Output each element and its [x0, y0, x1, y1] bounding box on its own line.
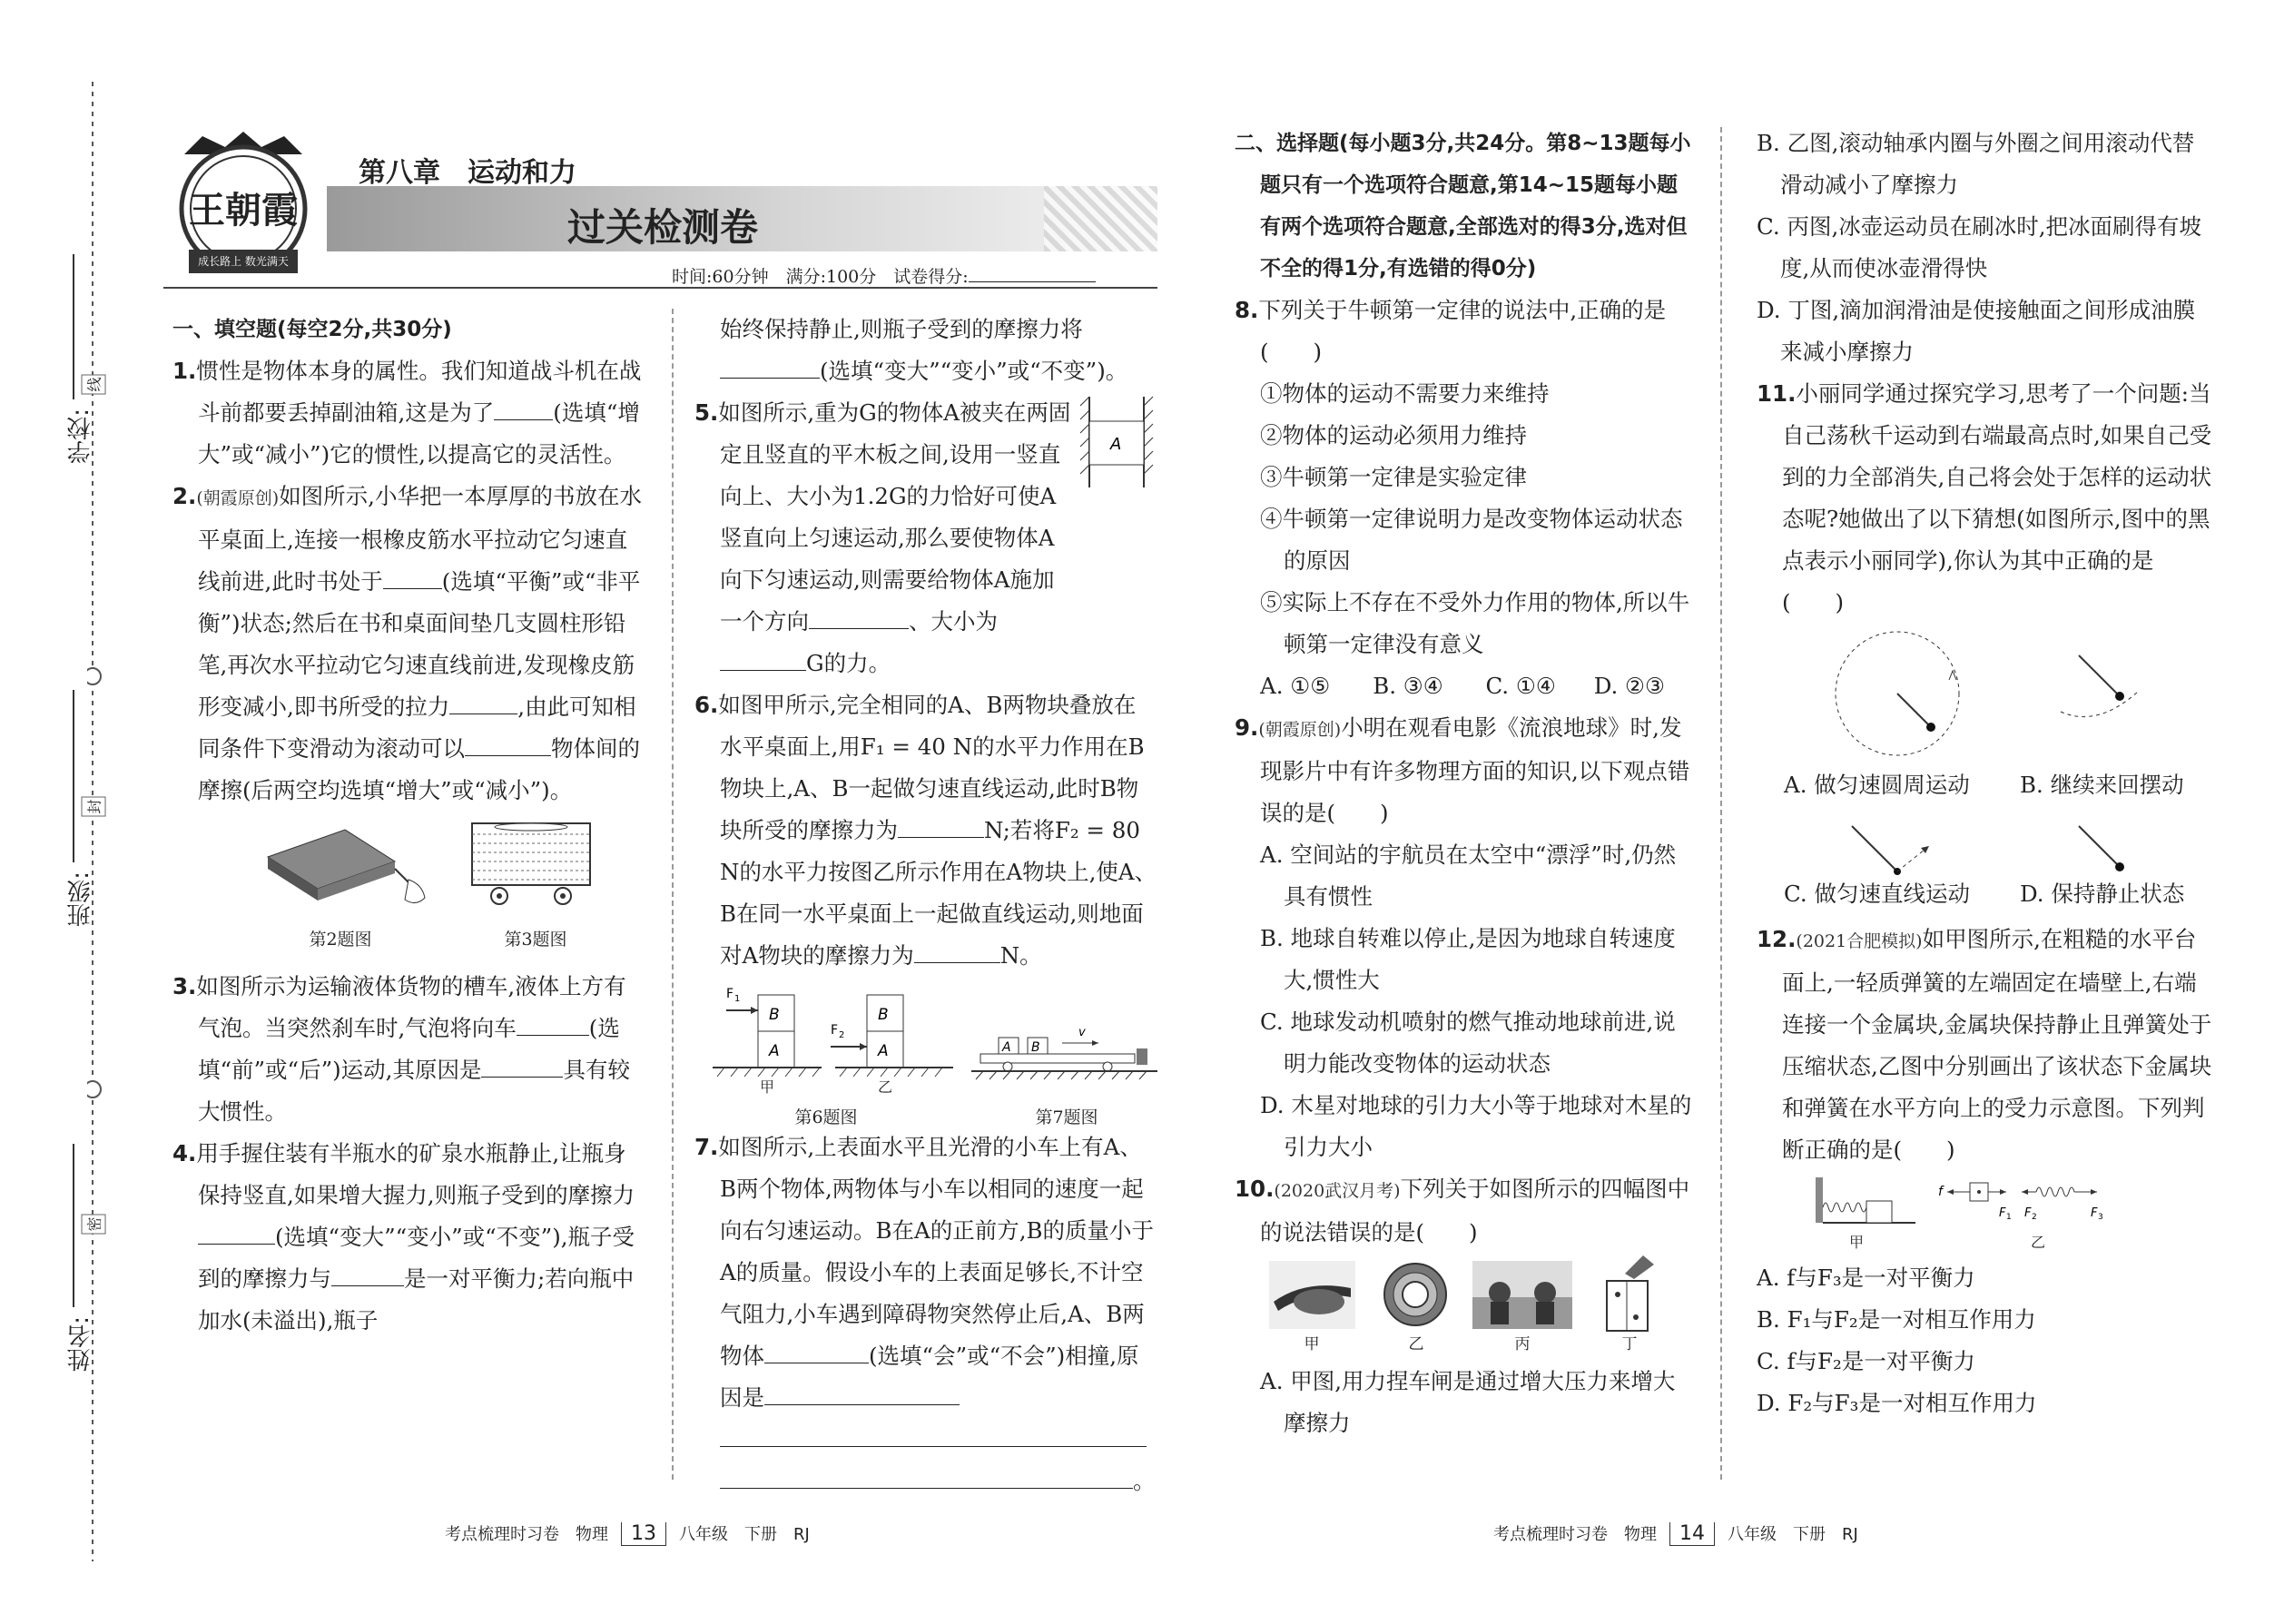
q3-text-a: 如图所示为运输液体货物的槽车,液体上方有气泡。当突然刹车时,气泡将向车: [196, 973, 626, 1041]
q4-blank-2[interactable]: [331, 1285, 404, 1286]
q3-text-c: 具有较大惯性。: [198, 1057, 630, 1125]
svg-text:1: 1: [2006, 1213, 2012, 1222]
q12-number: 12.: [1757, 926, 1797, 952]
q6-text-a: 如图甲所示,完全相同的A、B两物块叠放在水平桌面上,用F₁ = 40 N的水平力作用在B物块上,A、B一起做匀速直线运动,此时B物块所受的摩擦力为: [718, 692, 1145, 843]
section1-title: 一、填空题(每空2分,共30分): [172, 318, 452, 341]
q6-text-c: N。: [999, 942, 1042, 969]
q7-answer-line-1[interactable]: [720, 1446, 1147, 1447]
q5-blank-1[interactable]: [809, 628, 909, 629]
q8-item-4: ④牛顿第一定律说明力是改变物体运动状态的原因: [1260, 506, 1683, 574]
q7-answer-lines: [694, 1419, 1157, 1461]
q7-answer-line-2-wrap: 。: [694, 1461, 1157, 1502]
q4-cont-text-a: 始终保持静止,则瓶子受到的摩擦力将: [720, 316, 1083, 342]
q3-blank-1[interactable]: [517, 1035, 589, 1036]
q8-item-2: ②物体的运动必须用力维持: [1260, 422, 1527, 448]
q10-figures: [1235, 1254, 1693, 1361]
question-3: [172, 966, 645, 1133]
q10-fig-oil-image: [1598, 1254, 1661, 1335]
q9-option-b[interactable]: B. 地球自转难以停止,是因为地球自转速度大,惯性大: [1260, 925, 1676, 993]
q4-blank-3[interactable]: [720, 378, 820, 379]
q6-number: 6.: [694, 692, 719, 718]
q9-option-d[interactable]: D. 木星对地球的引力大小等于地球对木星的引力大小: [1260, 1092, 1692, 1160]
fig-6-7: [694, 977, 1157, 1127]
q12-option-b[interactable]: B. F₁与F₂是一对相互作用力: [1757, 1306, 2036, 1333]
q7-text-b: (选填“会”或“不会”)相撞,原因是: [720, 1343, 1139, 1411]
q10-tag: (2020武汉月考): [1274, 1181, 1401, 1201]
exam-meta: [672, 263, 1096, 288]
question-4-cont: [694, 309, 1157, 392]
fig6-image: [713, 981, 958, 1086]
q2-number: 2.: [172, 483, 197, 509]
q12-fig-jia-image: [1816, 1176, 1915, 1230]
page-number-13: 13: [621, 1522, 666, 1546]
q11-fig-a-image: [1829, 625, 1965, 762]
q8-number: 8.: [1235, 297, 1259, 323]
q9-tag: (朝霞原创): [1258, 720, 1342, 740]
q12-label-yi: 乙: [2030, 1234, 2045, 1251]
q3-number: 3.: [172, 973, 197, 999]
q11-option-d[interactable]: D. 保持静止状态: [2020, 881, 2185, 907]
q7-number: 7.: [694, 1134, 719, 1160]
footer-right-series: 考点梳理时习卷 物理: [1493, 1525, 1657, 1544]
fig7-image: [971, 1027, 1157, 1086]
q4-text-b: (选填“变大”“变小”或“不变”),瓶子受到的摩擦力与: [198, 1224, 635, 1292]
fig7-caption: 第7题图: [1035, 1107, 1098, 1127]
column-divider-left: [672, 309, 674, 1480]
q5-text-a: 如图所示,重为G的物体A被夹在两固定且竖直的平木板之间,设用一竖直向上、大小为1.2G的力恰好可使A竖直向上匀速运动,那么要使物体A向下匀速运动,则需要给物体A施加一个方向: [718, 399, 1071, 635]
exam-meta-text: 时间:60分钟 满分:100分 试卷得分:: [672, 267, 969, 287]
q4-blank-1[interactable]: [198, 1244, 275, 1245]
q8-stem: 下列关于牛顿第一定律的说法中,正确的是( ): [1258, 297, 1667, 365]
q7-text-a: 如图所示,上表面水平且光滑的小车上有A、B两个物体,两物体与小车以相同的速度一起向右匀速运动。B在A的正前方,B的质量小于A的质量。假设小车的上表面足够长,不计空气阻力,小车遇到障碍物突然停止后,A、B两物体: [718, 1134, 1154, 1369]
q12-fig-yi-image: [1938, 1176, 2156, 1230]
svg-text:1: 1: [734, 994, 741, 1004]
q12-tag: (2021合肥模拟): [1796, 931, 1923, 951]
q12-stem: 如甲图所示,在粗糙的水平台面上,一轻质弹簧的左端固定在墙壁上,右端连接一个金属块,金属块保持静止且弹簧处于压缩状态,乙图中分别画出了该状态下金属块和弹簧在水平方向上的受力示意图。下列判断正确的是( ): [1782, 926, 2212, 1163]
q2-text-a: 如图所示,小华把一本厚厚的书放在水平桌面上,连接一根橡皮筋水平拉动它匀速直线前进,此时书处于: [198, 483, 642, 595]
q6-blank-1[interactable]: [898, 837, 984, 838]
school-line: [73, 254, 74, 399]
binding-mark-xian: 线: [82, 374, 106, 394]
name-line: [73, 1144, 74, 1307]
q7-answer-line-2[interactable]: [720, 1488, 1133, 1489]
page13-column2: [694, 309, 1157, 1502]
q5-text-b: 、大小为: [909, 608, 998, 635]
question-10: [1235, 1168, 1693, 1254]
logo: [162, 127, 325, 286]
footer-left: [445, 1521, 810, 1546]
q11-number: 11.: [1757, 380, 1797, 407]
q10-label-bing: 丙: [1514, 1335, 1531, 1353]
score-field[interactable]: [969, 281, 1096, 282]
page14-column1: [1235, 123, 1693, 1444]
q8-option-b[interactable]: B. ③④: [1373, 673, 1443, 699]
q1-text-b: (选填“增大”或“减小”)它的惯性,以提高它的灵活性。: [198, 399, 640, 468]
q11-stem: 小丽同学通过探究学习,思考了一个问题:当自己荡秋千运动到右端最高点时,如果自己受到的力全部消失,自己将会处于怎样的运动状态呢?她做出了以下猜想(如图所示,图中的黑点表示小丽同学),你认为其中正确的是( ): [1782, 380, 2212, 615]
q5-number: 5.: [694, 399, 719, 426]
name-label: 姓名:: [67, 1316, 94, 1372]
question-9: [1235, 707, 1693, 834]
svg-text:3: 3: [2098, 1213, 2103, 1222]
header-bar-pattern: [1044, 186, 1157, 251]
page14-column2: [1757, 123, 2215, 1424]
section2-title: 二、选择题(每小题3分,共24分。第8~13题每小题只有一个选项符合题意,第14~15题每小题有两个选项符合题意,全部选对的得3分,选对但不全的得1分,有选错的得0分): [1235, 132, 1691, 281]
q10-stem: 下列关于如图所示的四幅图中的说法错误的是( ): [1260, 1176, 1690, 1245]
svg-text:A: A: [769, 1042, 780, 1060]
q9-option-a[interactable]: A. 空间站的宇航员在太空中“漂浮”时,仍然具有惯性: [1260, 842, 1677, 910]
svg-text:v: v: [1078, 1027, 1086, 1039]
q8-option-d[interactable]: D. ②③: [1593, 673, 1665, 699]
q2-tag: (朝霞原创): [196, 488, 280, 508]
q10-label-yi: 乙: [1408, 1335, 1424, 1353]
q10-label-jia: 甲: [1304, 1335, 1320, 1353]
q4-number: 4.: [172, 1140, 197, 1166]
q11-option-a[interactable]: A. 做匀速圆周运动: [1784, 772, 1970, 798]
question-12: [1731, 919, 2215, 1171]
q1-text-a: 惯性是物体本身的属性。我们知道战斗机在战斗前都要丢掉副油箱,这是为了: [196, 358, 642, 426]
svg-text:2: 2: [839, 1030, 845, 1040]
footer-right-grade: 八年级 下册 RJ: [1728, 1525, 1858, 1544]
page-number-14: 14: [1669, 1522, 1715, 1546]
q3-text-b: (选填“前”或“后”)运动,其原因是: [198, 1015, 620, 1083]
q5-blank-2[interactable]: [720, 670, 806, 671]
q8-item-3: ③牛顿第一定律是实验定律: [1260, 464, 1527, 490]
svg-text:F: F: [1999, 1206, 2006, 1220]
q5-text-c: G的力。: [806, 650, 891, 676]
q3-blank-2[interactable]: [481, 1077, 563, 1078]
q10-label-ding: 丁: [1621, 1335, 1638, 1353]
question-5: [694, 392, 1157, 684]
chapter-title: 第八章 运动和力: [359, 157, 576, 189]
question-6: [694, 684, 1157, 977]
q4-cont-text-b: (选填“变大”“变小”或“不变”)。: [820, 358, 1128, 384]
q2-text-d: 物体间的摩擦(后两空均选填“增大”或“减小”)。: [198, 735, 640, 803]
svg-text:B: B: [878, 1006, 889, 1024]
q10-option-a[interactable]: A. 甲图,用力捏车闸是通过增大压力来增大摩擦力: [1260, 1368, 1676, 1436]
fig6-label-yi: 乙: [877, 1078, 892, 1096]
q1-number: 1.: [172, 358, 197, 384]
fig6-caption: 第6题图: [794, 1107, 858, 1127]
school-label: 学校:: [67, 408, 94, 464]
q2-blank-3[interactable]: [465, 755, 551, 756]
q4-text-a: 用手握住装有半瓶水的矿泉水瓶静止,让瓶身保持竖直,如果增大握力,则瓶子受到的摩擦力: [196, 1140, 635, 1208]
svg-text:F: F: [2024, 1206, 2032, 1220]
q9-option-c[interactable]: C. 地球发动机喷射的燃气推动地球前进,说明力能改变物体的运动状态: [1260, 1009, 1676, 1077]
svg-text:A: A: [1110, 435, 1122, 454]
footer-right: [1493, 1521, 1858, 1546]
binding-mark-mi: 密: [82, 1214, 106, 1234]
question-2: [172, 476, 645, 812]
binding-mark-feng: 封: [82, 796, 106, 816]
question-1: [172, 350, 645, 476]
page13-column1: [172, 309, 645, 1342]
column-divider-right: [1720, 127, 1722, 1480]
footer-left-grade: 八年级 下册 RJ: [679, 1525, 810, 1544]
q2-text-c: ,由此可知相同条件下变滑动为滚动可以: [198, 694, 636, 762]
logo-text: 王朝霞: [189, 189, 298, 231]
q10-option-c[interactable]: C. 丙图,冰壶运动员在刷冰时,把冰面刷得有坡度,从而使冰壶滑得快: [1757, 213, 2202, 281]
q10-option-d[interactable]: D. 丁图,滴加润滑油是使接触面之间形成油膜来减小摩擦力: [1757, 297, 2196, 365]
q10-fig-curling-image: [1472, 1261, 1572, 1329]
question-11: [1731, 373, 2215, 624]
class-label: 班级:: [67, 871, 94, 927]
svg-text:B: B: [769, 1006, 780, 1024]
q8-item-5: ⑤实际上不存在不受外力作用的物体,所以牛顿第一定律没有意义: [1260, 589, 1690, 657]
q12-option-d[interactable]: D. F₂与F₃是一对相互作用力: [1757, 1390, 2037, 1416]
exam-title: 过关检测卷: [567, 205, 759, 250]
fig2-caption: 第2题图: [309, 930, 372, 950]
footer-left-series: 考点梳理时习卷 物理: [445, 1525, 608, 1544]
question-4: [172, 1133, 645, 1342]
q11-fig-b-image: [2056, 646, 2165, 737]
fig3-tanker-image: [468, 816, 595, 911]
q9-stem: 小明在观看电影《流浪地球》时,发现影片中有许多物理方面的知识,以下观点错误的是( ): [1260, 714, 1690, 826]
q5-figure: [1076, 392, 1157, 492]
svg-text:F: F: [726, 987, 734, 1001]
svg-text:A: A: [878, 1042, 889, 1060]
q8-options: [1260, 665, 1693, 707]
q11-figures-2: [1757, 819, 2215, 919]
q12-figures: [1757, 1171, 2215, 1257]
q10-number: 10.: [1235, 1176, 1275, 1202]
svg-text:F: F: [831, 1023, 839, 1038]
question-7: [694, 1127, 1157, 1419]
q8-option-c[interactable]: C. ①④: [1485, 673, 1556, 699]
fig-2-3: [172, 812, 645, 966]
q7-blank-2[interactable]: [764, 1404, 960, 1405]
q8-option-a[interactable]: A. ①⑤: [1260, 673, 1331, 699]
q12-label-jia: 甲: [1848, 1234, 1864, 1251]
q8-item-1: ①物体的运动不需要力来维持: [1260, 380, 1550, 407]
q6-text-b: N;若将F₂ = 80 N的水平力按图乙所示作用在A物块上,使A、B在同一水平桌面上一起做直线运动,则地面对A物块的摩擦力为: [720, 817, 1157, 969]
question-8: [1235, 290, 1693, 373]
q10-fig-bearing-image: [1382, 1261, 1450, 1329]
logo-ribbon: 成长路上 数光满天: [198, 255, 289, 268]
q10-option-b[interactable]: B. 乙图,滚动轴承内圈与外圈之间用滚动代替滑动减小了摩擦力: [1757, 130, 2195, 198]
header-rule: [163, 287, 1157, 289]
q6-blank-2[interactable]: [914, 962, 1000, 963]
q10-fig-brake-image: [1269, 1261, 1355, 1329]
q1-blank[interactable]: [494, 419, 553, 420]
fig2-book-image: [259, 816, 431, 911]
q12-option-c[interactable]: C. f与F₂是一对平衡力: [1757, 1348, 1975, 1374]
svg-text:B: B: [1031, 1040, 1040, 1055]
q2-text-b: (选填“平衡”或“非平衡”)状态;然后在书和桌面间垫几支圆柱形铅笔,再次水平拉动它匀速直线前进,发现橡皮筋形变减小,即书所受的拉力: [198, 568, 641, 720]
q4-text-c: 是一对平衡力;若向瓶中加水(未溢出),瓶子: [198, 1265, 635, 1334]
q2-blank-1[interactable]: [383, 588, 442, 589]
svg-text:A: A: [1002, 1040, 1011, 1055]
svg-text:f: f: [1938, 1185, 1943, 1199]
q9-number: 9.: [1235, 714, 1259, 741]
q11-option-b[interactable]: B. 继续来回摆动: [2020, 772, 2184, 798]
svg-text:2: 2: [2032, 1213, 2037, 1222]
svg-text:F: F: [2091, 1206, 2098, 1220]
q12-option-a[interactable]: A. f与F₃是一对平衡力: [1757, 1265, 1975, 1291]
fig6-label-jia: 甲: [759, 1078, 774, 1096]
fig3-caption: 第3题图: [504, 930, 567, 950]
q11-option-c[interactable]: C. 做匀速直线运动: [1784, 881, 1970, 907]
class-line: [73, 690, 74, 862]
